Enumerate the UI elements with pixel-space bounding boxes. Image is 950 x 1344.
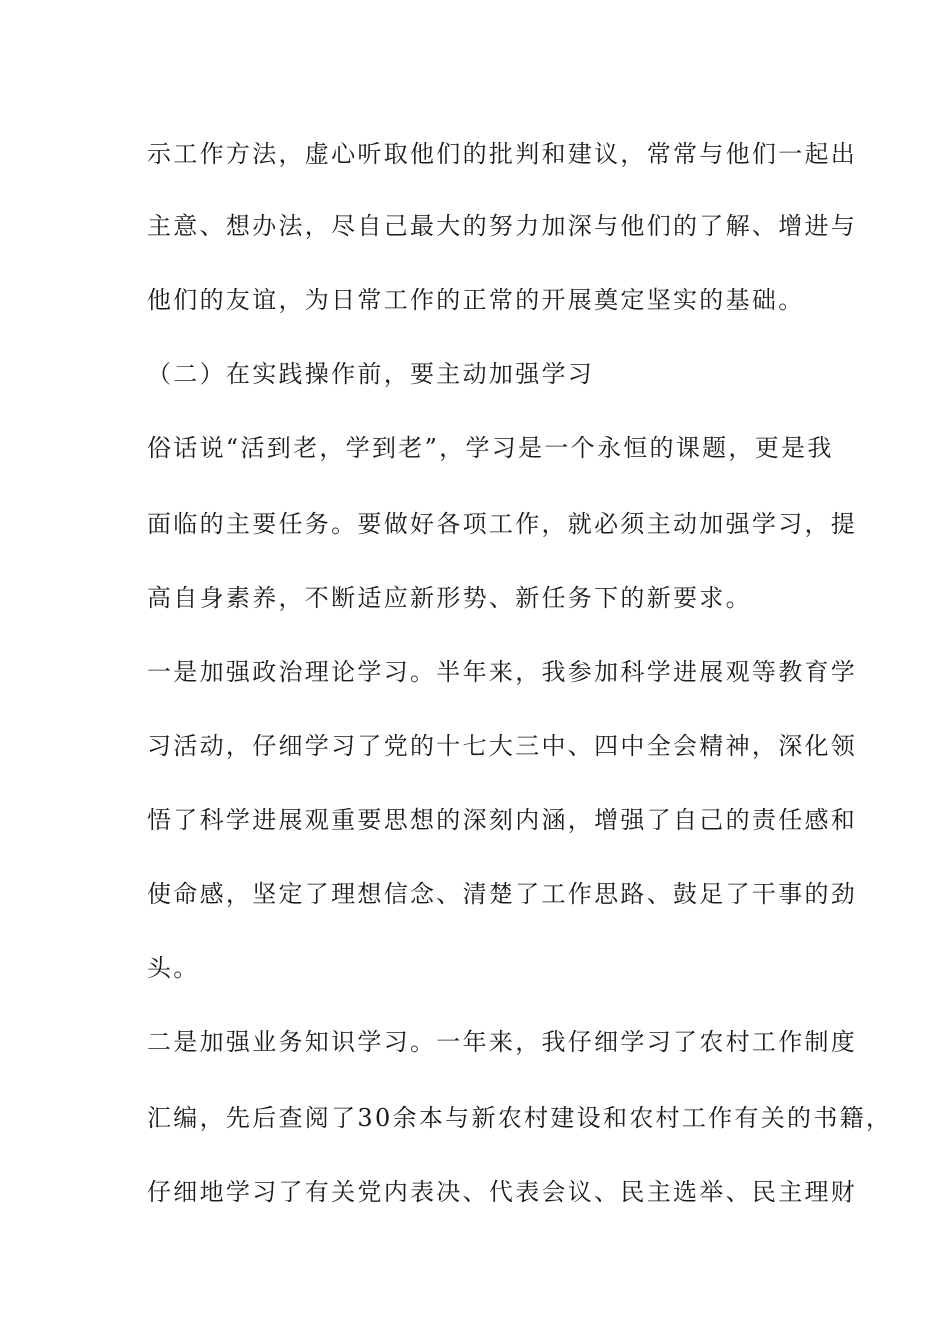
section-heading: （二）在实践操作前，要主动加强学习 <box>147 360 595 388</box>
body-text-line: 头。 <box>147 954 200 982</box>
body-text-line: 高自身素养，不断适应新形势、新任务下的新要求。 <box>147 584 752 612</box>
body-text-line: 一是加强政治理论学习。半年来，我参加科学进展观等教育学 <box>147 658 858 686</box>
body-text-line: 主意、想办法，尽自己最大的努力加深与他们的了解、增进与 <box>147 212 858 240</box>
body-text-line: 使命感，坚定了理想信念、清楚了工作思路、鼓足了干事的劲 <box>147 880 858 908</box>
body-text-line: 习活动，仔细学习了党的十七大三中、四中全会精神，深化领 <box>147 732 858 760</box>
body-text-line: 示工作方法，虚心听取他们的批判和建议，常常与他们一起出 <box>147 140 858 168</box>
body-text-line: 仔细地学习了有关党内表决、代表会议、民主选举、民主理财 <box>147 1178 858 1206</box>
body-text-line: 悟了科学进展观重要思想的深刻内涵，增强了自己的责任感和 <box>147 806 858 834</box>
body-text-line: 二是加强业务知识学习。一年来，我仔细学习了农村工作制度 <box>147 1028 858 1056</box>
body-text-line: 面临的主要任务。要做好各项工作，就必须主动加强学习，提 <box>147 510 858 538</box>
body-text-line: 汇编，先后查阅了30余本与新农村建设和农村工作有关的书籍， <box>147 1104 893 1132</box>
body-text-line: 他们的友谊，为日常工作的正常的开展奠定坚实的基础。 <box>147 286 805 314</box>
body-text-line: 俗话说“活到老，学到老”，学习是一个永恒的课题，更是我 <box>147 434 834 462</box>
